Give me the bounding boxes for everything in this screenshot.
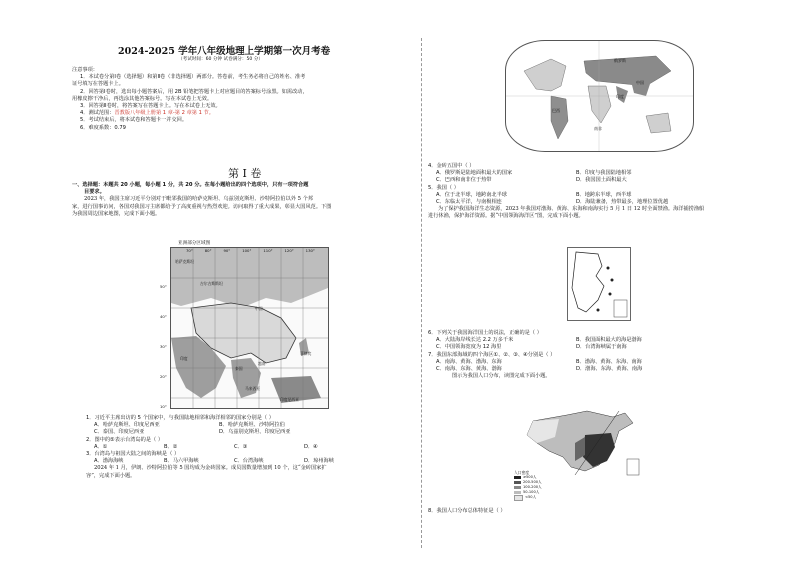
q7-opt-c[interactable]: C．南海、东海、黄海、渤海 <box>436 366 502 373</box>
world-label: 南非 <box>594 126 602 131</box>
pop-legend <box>514 470 542 501</box>
q3-opt-d[interactable]: D．琼州海峡 <box>304 458 334 465</box>
place-label: 印度 <box>180 356 188 361</box>
passage-3b: 进行休渔，保护海洋资源。据“中国领海海洋区”图，完成下面小题。 <box>428 213 584 220</box>
q3: 3．台湾岛与祖国大陆之间的海峡是（ ） <box>86 451 180 458</box>
place-label: 哈萨克斯坦 <box>175 259 194 264</box>
q6-opt-d[interactable]: D．台湾海峡属于南海 <box>576 344 627 351</box>
lon-label: 70° <box>186 248 193 253</box>
lon-label: 120° <box>284 248 294 253</box>
notes-block <box>72 67 308 132</box>
lat-tick-col <box>160 272 167 422</box>
q1-opt-a[interactable]: A．哈萨克斯坦、印度尼西亚 <box>94 422 160 429</box>
q5-opt-a[interactable]: A．位于北半球，地跨南北半球 <box>436 191 507 198</box>
passage-3a: 为了保护我国海洋生态资源，2023 年我国对渤海、黄海、东海和南海实行 5 月 1 日 12 时全面禁渔。海洋捕捞渔船 <box>438 206 705 213</box>
lon-label: 100° <box>242 248 252 253</box>
world-label: 中国 <box>636 80 644 85</box>
q6: 6．下列关于我国海洋国土的说法，正确的是（ ） <box>428 330 542 336</box>
q4: 4．金砖五国中（ ） <box>428 163 475 169</box>
q2-opt-d[interactable]: D．④ <box>304 443 318 450</box>
lon-tick-row <box>186 247 315 254</box>
place-label: 越南 <box>258 361 266 366</box>
q3-opt-c[interactable]: C．台湾海峡 <box>234 458 264 465</box>
q1-opt-b[interactable]: B．哈萨克斯坦、沙特阿拉伯 <box>219 422 285 429</box>
note-2: 2．回答第Ⅰ卷时，选出每小题答案后，用 2B 铅笔把答题卡上对应题目的答案标号涂黑。如需改动， <box>80 88 308 95</box>
q4-opt-a[interactable]: A．俄罗斯是陆地面积最大的国家 <box>436 170 513 177</box>
instruction-line2: 目要求。 <box>84 189 105 196</box>
q5-opt-c[interactable]: C．东临太平洋，与南极相连 <box>436 199 502 206</box>
q2-opt-a[interactable]: A．① <box>94 443 108 450</box>
place-label: 菲律宾 <box>300 351 312 356</box>
lat-label: 40° <box>160 314 167 319</box>
instruction-line1: 一、选择题：本题共 20 小题，每小题 1 分，共 20 分。在每小题给出的四个选项中，只有一项符合题 <box>72 182 309 188</box>
place-label: 中国 <box>255 306 263 311</box>
column-divider <box>421 38 422 548</box>
passage-1c: 为我国周边国家地图，完成下面小题。 <box>72 210 161 217</box>
q2: 2．图中的⑤表示台湾岛的是（ ） <box>86 436 164 443</box>
legend-item: <50人 <box>514 495 542 501</box>
questions-left <box>86 415 416 480</box>
note-2b: 用橡皮擦干净后，再选涂其他答案标号。写在本试卷上无效。 <box>72 95 213 102</box>
place-label: 马来西亚 <box>245 386 261 391</box>
note-1b: 证号填写在答题卡上。 <box>72 81 124 88</box>
legend-item: 100-200人 <box>514 485 542 490</box>
lon-label: 130° <box>305 248 315 253</box>
exam-title: 2024-2025 学年八年级地理上学期第一次月考卷 <box>118 46 331 57</box>
q7-opt-b[interactable]: B．渤海、黄海、东海、南海 <box>576 358 642 365</box>
q5: 5．我国（ ） <box>428 184 459 191</box>
q8: 8．我国人口分布总体特征是（ ） <box>428 508 506 514</box>
q7: 7．我国东部海域的四个海区①、②、③、④分别是（ ） <box>428 351 556 358</box>
q1: 1．习近平主席出访的 5 个国家中，与我国陆地相邻和海洋相邻的国家分别是（ ） <box>86 415 274 421</box>
section-title: 第 Ⅰ 卷 <box>228 167 262 180</box>
lat-label: 50° <box>160 284 167 289</box>
world-label: 俄罗斯 <box>614 58 626 63</box>
note-3: 3．回答第Ⅱ卷时，将答案写在答题卡上。写在本试卷上无效。 <box>80 103 221 110</box>
note-4: 4．测试范围：晋教版八年级上册第 1 章-第 2 章第 1 节。 <box>80 110 214 117</box>
q6-opt-a[interactable]: A．大陆海岸线长达 2.2 万多千米 <box>436 337 514 344</box>
q5-opt-d[interactable]: D．海陆兼备，热带最多，地理位置优越 <box>576 199 669 206</box>
q5-opt-b[interactable]: B．地跨东半球，西半球 <box>576 191 632 198</box>
lat-label: 10° <box>160 404 167 409</box>
q4-opt-c[interactable]: C．巴西和南非位于热带 <box>436 177 492 184</box>
place-label: 吉尔吉斯斯坦 <box>200 281 223 286</box>
lon-label: 90° <box>223 248 231 253</box>
q1-opt-d[interactable]: D．乌兹别克斯坦、印度尼西亚 <box>219 429 291 436</box>
map-caption: 亚洲部分区域图 <box>178 241 211 246</box>
asia-map-graphic <box>171 248 328 408</box>
population-map <box>515 407 643 479</box>
q7-opt-a[interactable]: A．南海、黄海、渤海、东海 <box>436 358 502 365</box>
legend-item: ≥500人 <box>514 475 542 480</box>
notes-heading: 注意事项： <box>72 67 98 73</box>
population-map-graphic <box>515 407 643 479</box>
passage-1b: 家，进行国事访问，各国对我国习主席都给予了高度重视与热烈欢迎。访问取得了重大成果，彰显大国风范。下图 <box>72 203 332 210</box>
part1-block <box>72 182 417 218</box>
passage-4: 图示为我国人口分布，读图完成下面小题。 <box>452 373 551 380</box>
q3-opt-b[interactable]: B．马六甲海峡 <box>164 458 199 465</box>
note-1: 1．本试卷分第Ⅰ卷（选择题）和第Ⅱ卷（非选择题）两部分。答卷前，考生务必将自己的姓名、准考 <box>80 74 306 81</box>
q4-opt-b[interactable]: B．印度与我国陆地相邻 <box>576 170 632 177</box>
legend-item: 200-500人 <box>514 480 542 485</box>
place-label: 泰国 <box>235 366 243 371</box>
q6-opt-b[interactable]: B．我国面积最大的海是渤海 <box>576 337 642 344</box>
passage-2a: 2024 年 1 月，伊朗、沙特阿拉伯等 5 国均成为金砖国家。成员国数量增加到 10 个，这“金砖国家扩 <box>94 465 327 472</box>
lat-label: 30° <box>160 344 167 349</box>
q3-opt-a[interactable]: A．渤海海峡 <box>94 458 124 465</box>
scope-text: 晋教版八年级上册第 1 章-第 2 章第 1 节。 <box>114 110 214 117</box>
q6-opt-c[interactable]: C．中国领海宽度为 12 海里 <box>436 344 502 351</box>
world-label: 印度 <box>616 94 624 99</box>
questions-right-top <box>428 163 758 221</box>
exam-subtitle: （考试时间：60 分钟 试卷满分：50 分） <box>178 57 263 62</box>
questions-right-mid <box>428 330 758 380</box>
note-6: 6．难度系数：0.79 <box>80 124 126 131</box>
lat-label: 20° <box>160 374 167 379</box>
sea-map <box>567 247 631 321</box>
world-label: 巴西 <box>552 108 560 113</box>
legend-title: 人口密度 <box>514 470 530 475</box>
legend-item: 50-100人 <box>514 490 542 495</box>
world-map <box>505 40 694 152</box>
q2-opt-b[interactable]: B．② <box>164 443 178 450</box>
q4-opt-d[interactable]: D．我国国土面积最大 <box>576 177 627 184</box>
q1-opt-c[interactable]: C．泰国、印度尼西亚 <box>94 429 145 436</box>
lon-label: 110° <box>263 248 273 253</box>
passage-1a: 2023 年，我国主席习近平分别对于毗邻我国的哈萨克斯坦、乌兹别克斯坦、沙特阿拉伯以外 5 个邦 <box>84 196 313 203</box>
lon-label: 80° <box>204 248 212 253</box>
note-5: 5．考试结束后，将本试卷和答题卡一并交回。 <box>80 117 188 124</box>
sea-map-graphic <box>568 248 630 320</box>
place-label: 印度尼西亚 <box>280 397 299 402</box>
q7-opt-d[interactable]: D．渤海、东海、黄海、南海 <box>576 366 643 373</box>
world-map-graphic <box>506 41 693 151</box>
q2-opt-c[interactable]: C．③ <box>234 443 248 450</box>
passage-2b: 容”，完成下面小题。 <box>86 472 136 479</box>
